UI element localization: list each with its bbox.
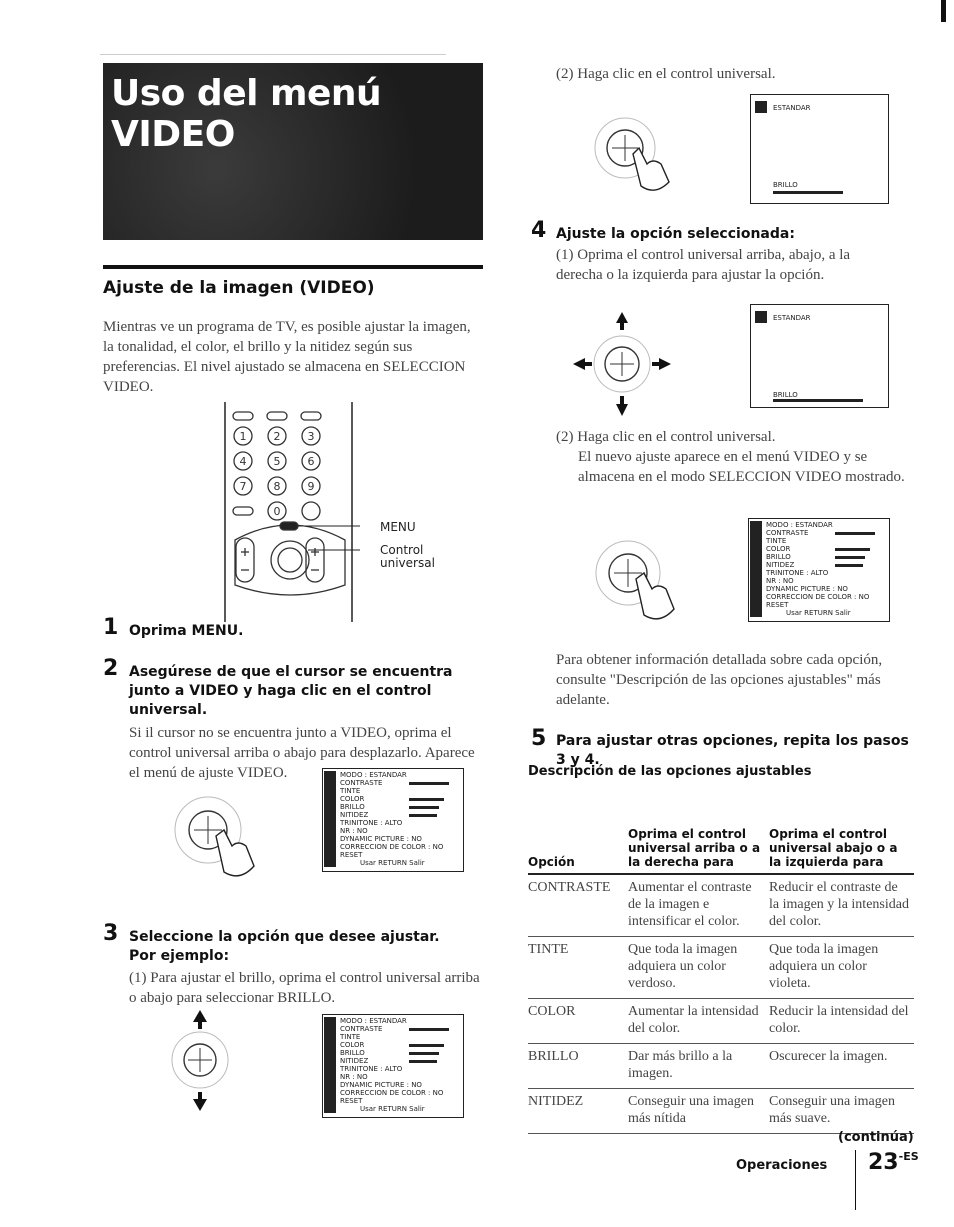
osd-video-menu-2 [322, 1014, 464, 1118]
step-3-title: Seleccione la opción que desee ajustar. Por ejemplo: [129, 929, 440, 964]
step-4b-line1: (2) Haga clic en el control universal. [556, 429, 776, 445]
table-header-row [528, 825, 914, 874]
options-table [528, 825, 914, 1134]
intro-paragraph: Mientras ve un programa de TV, es posible ajustar la imagen, la tonalidad, el color, el brillo y la nitidez según sus preferencias. El nivel ajustado se almacena en SELECCION VIDEO. [103, 319, 471, 395]
remote-label-menu: MENU [380, 520, 416, 534]
osd-sidebar [750, 521, 762, 617]
col-header: Oprima el control universal abajo o a la izquierda para [769, 827, 898, 869]
page-title: Uso del menú VIDEO [111, 73, 382, 155]
svg-text:5: 5 [273, 455, 281, 468]
table-row: BRILLO Dar más brillo a la imagen. Oscurecer la imagen. [528, 1044, 914, 1089]
osd-label: BRILLO [773, 391, 798, 399]
step-3-number: 3 [103, 921, 119, 946]
step-3b-body: (2) Haga clic en el control universal. [556, 66, 776, 82]
osd-video-menu-1 [322, 768, 464, 872]
svg-text:7: 7 [239, 480, 247, 493]
section-rule [103, 265, 483, 269]
svg-text:1: 1 [239, 430, 247, 443]
step-2-body: Si il cursor no se encuentra junto a VIDEO, oprima el control universal arriba o abajo para desplazarlo. Aparece el menú de ajuste VIDEO. [129, 725, 475, 781]
osd-brightness-1 [750, 94, 889, 204]
remote-illustration [200, 400, 360, 624]
svg-text:2: 2 [273, 430, 281, 443]
dial-click-icon [168, 790, 268, 890]
step-1-number: 1 [103, 615, 119, 640]
dial-click-icon [590, 535, 690, 635]
corner-mark [941, 0, 946, 22]
step-2-title: Asegúrese de que el cursor se encuentra junto a VIDEO y haga clic en el control universal. [129, 664, 453, 718]
svg-text:3: 3 [307, 430, 315, 443]
table-row: TINTE Que toda la imagen adquiera un color verdoso. Que toda la imagen adquiera un color violeta. [528, 937, 914, 999]
osd-lines: MODO : ESTANDAR CONTRASTE TINTE COLOR BRILLO NITIDEZ TRINITONE : ALTO NR : NO DYNAMIC PICTURE : NO CORRECCION DE COLOR : NO RESET Usar RETURN Salir [766, 521, 870, 617]
info-paragraph: Para obtener información detallada sobre cada opción, consulte "Descripción de las opciones ajustables" más adelante. [556, 652, 883, 708]
title-banner [103, 63, 483, 240]
step-1-title: Oprima MENU. [129, 623, 244, 639]
page-number: $23^{-ES}$ [868, 1150, 919, 1175]
svg-text:9: 9 [307, 480, 315, 493]
osd-mode: ESTANDAR [773, 314, 811, 322]
table-heading: Descripción de las opciones ajustables [528, 764, 812, 779]
dial-four-way-icon [565, 310, 675, 418]
dial-up-down-icon [160, 1008, 240, 1113]
remote-label-control: Control universal [380, 543, 435, 570]
osd-label: BRILLO [773, 181, 798, 189]
svg-text:0: 0 [273, 505, 281, 518]
footer-section: Operaciones [736, 1158, 828, 1173]
svg-text:4: 4 [239, 455, 247, 468]
osd-sidebar [324, 1017, 336, 1113]
step-4b-line2: El nuevo ajuste aparece en el menú VIDEO y se almacena en el modo SELECCION VIDEO mostrado. [578, 449, 905, 485]
continued-label: (continúa) [838, 1130, 914, 1145]
osd-mode: ESTANDAR [773, 104, 811, 112]
osd-lines: MODO : ESTANDAR CONTRASTE TINTE COLOR BRILLO NITIDEZ TRINITONE : ALTO NR : NO DYNAMIC PICTURE : NO CORRECCION DE COLOR : NO RESET Usar RETURN Salir [340, 1017, 444, 1113]
step-4-title: Ajuste la opción seleccionada: [556, 226, 795, 242]
step-5-title: Para ajustar otras opciones, repita los pasos 3 y 4. [556, 733, 909, 768]
osd-video-menu-3 [748, 518, 890, 622]
step-4-number: 4 [531, 218, 547, 243]
dial-click-icon [585, 110, 685, 200]
section-heading: Ajuste de la imagen (VIDEO) [103, 278, 375, 298]
step-2-number: 2 [103, 656, 119, 681]
top-rule [100, 54, 446, 55]
svg-text:8: 8 [273, 480, 281, 493]
svg-text:6: 6 [307, 455, 315, 468]
osd-brightness-2 [750, 304, 889, 408]
table-row: NITIDEZ Conseguir una imagen más nítida Conseguir una imagen más suave. [528, 1089, 914, 1134]
step-3-body: (1) Para ajustar el brillo, oprima el control universal arriba o abajo para seleccionar BRILLO. [129, 970, 480, 1006]
col-header: Opción [528, 855, 575, 869]
step-5-number: 5 [531, 726, 547, 751]
osd-lines: MODO : ESTANDAR CONTRASTE TINTE COLOR BRILLO NITIDEZ TRINITONE : ALTO NR : NO DYNAMIC PICTURE : NO CORRECCION DE COLOR : NO RESET Usar RETURN Salir [340, 771, 444, 867]
step-4-body: (1) Oprima el control universal arriba, abajo, a la derecha o la izquierda para ajustar la opción. [556, 247, 851, 283]
col-header: Oprima el control universal arriba o a la derecha para [628, 827, 761, 869]
osd-sidebar [324, 771, 336, 867]
footer-divider [855, 1150, 856, 1210]
table-row: COLOR Aumentar la intensidad del color. Reducir la intensidad del color. [528, 999, 914, 1044]
table-row: CONTRASTE Aumentar el contraste de la imagen e intensificar el color. Reducir el contraste de la imagen y la intensidad del color. [528, 874, 914, 937]
